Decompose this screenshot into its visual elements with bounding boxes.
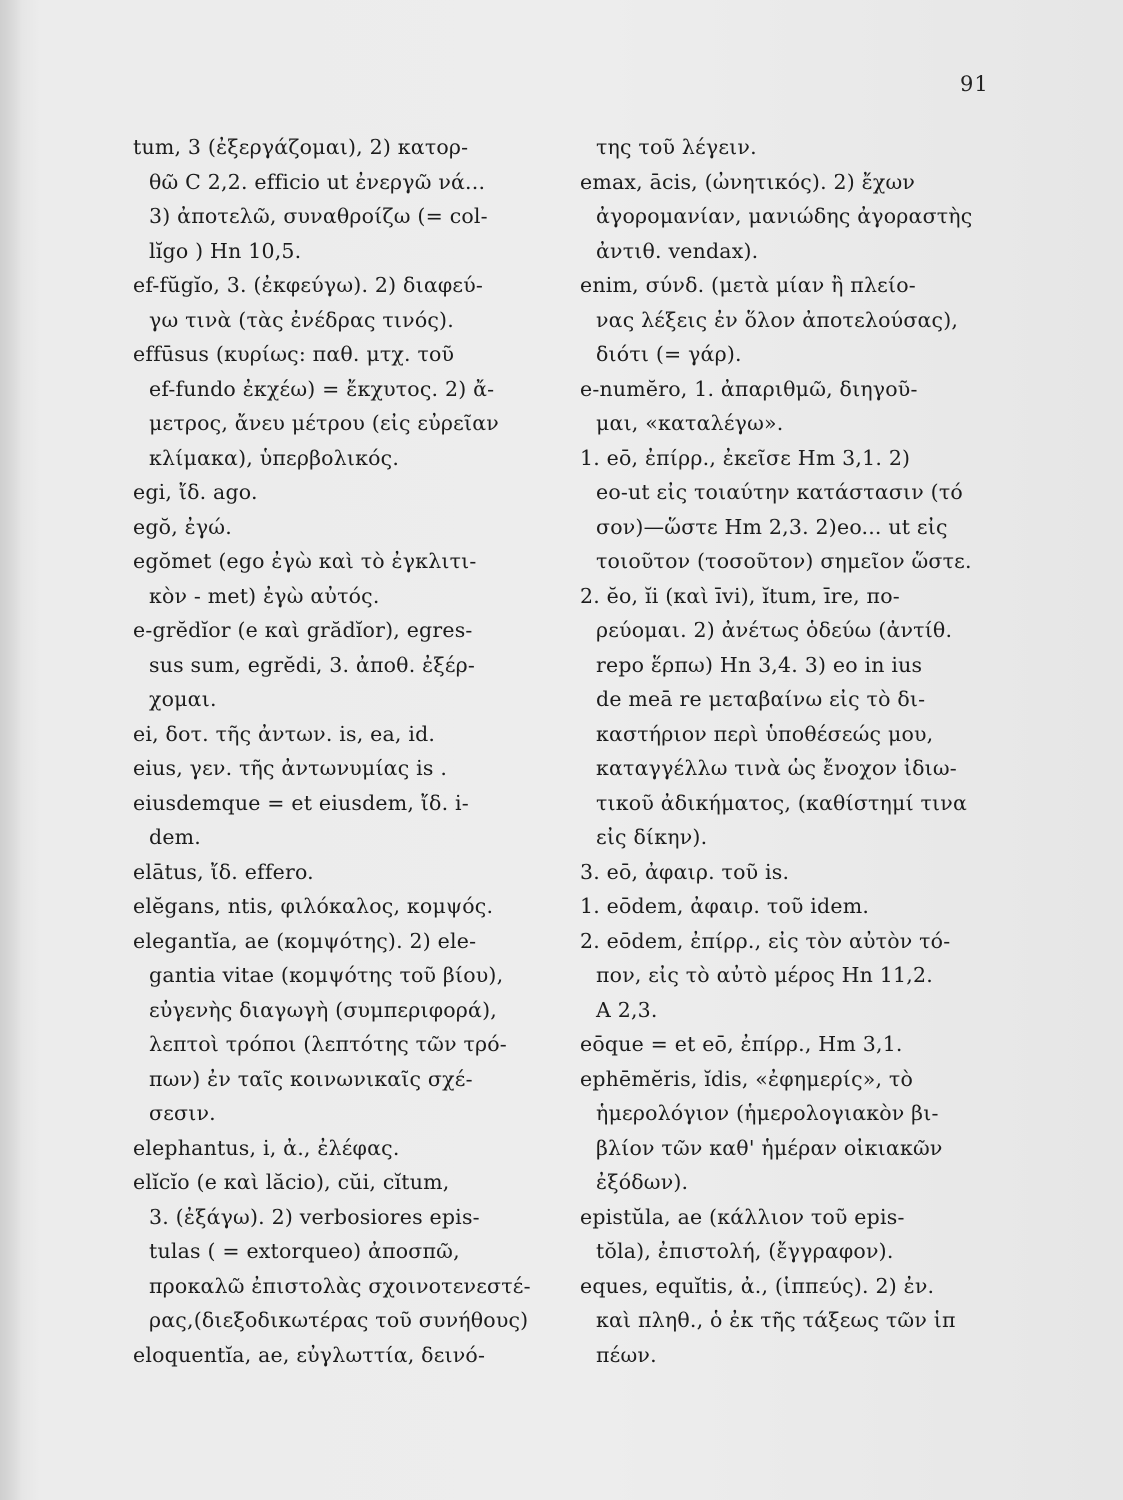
- right-column: [580, 130, 1030, 1372]
- text-line: de meā re μεταβαίνω εἰς τὸ δι-: [596, 687, 926, 711]
- text-line: ρεύομαι. 2) ἀνέτως ὁδεύω (ἀντίθ.: [596, 618, 953, 642]
- text-line: 1. eōdem, ἀφαιρ. τοῦ idem.: [580, 894, 870, 918]
- text-line: ἀντιθ. vendax).: [596, 238, 759, 263]
- text-line: θῶ C 2,2. efficio ut ἐνεργῶ νά...: [149, 169, 486, 194]
- text-line: νας λέξεις ἐν ὅλον ἀποτελούσας),: [596, 307, 959, 332]
- text-line: eōque = et eō, ἐπίρρ., Hm 3,1.: [580, 1032, 903, 1056]
- text-line: 1. eō, ἐπίρρ., ἐκεῖσε Hm 3,1. 2): [580, 445, 911, 470]
- text-line: tulas ( = extorqueo) ἀποσπῶ,: [149, 1239, 460, 1263]
- text-line: elātus, ἴδ. effero.: [133, 859, 314, 884]
- text-line: χομαι.: [149, 687, 217, 711]
- text-line: eques, equĭtis, ἀ., (ἱππεύς). 2) ἐν.: [580, 1273, 935, 1298]
- text-line: eius, γεν. τῆς ἀντωνυμίας is .: [133, 756, 448, 780]
- text-line: 2. ĕo, ĭi (καὶ īvi), ĭtum, īre, πο-: [580, 583, 900, 608]
- text-line: A 2,3.: [596, 997, 658, 1022]
- text-line: effūsus (κυρίως: παθ. μτχ. τοῦ: [133, 342, 455, 366]
- text-line: σεσιν.: [149, 1101, 216, 1125]
- page-binding-shadow: [0, 0, 22, 1500]
- text-line: γω τινὰ (τὰς ἐνέδρας τινός).: [149, 307, 454, 332]
- text-line: 3. eō, ἀφαιρ. τοῦ is.: [580, 859, 790, 884]
- text-line: elĕgans, ntis, φιλόκαλος, κομψός.: [133, 894, 494, 918]
- text-line: κὸν - met) ἐγὼ αὐτός.: [149, 583, 380, 608]
- text-line: της τοῦ λέγειν.: [596, 135, 757, 159]
- text-line: ρας,(διεξοδικωτέρας τοῦ συνήθους): [149, 1308, 529, 1332]
- text-line: elephantus, i, ἀ., ἐλέφας.: [133, 1135, 400, 1160]
- left-column: [133, 130, 583, 1372]
- text-line: λεπτοὶ τρόποι (λεπτότης τῶν τρό-: [149, 1032, 507, 1056]
- text-line: ἡμερολόγιον (ἡμερολογιακὸν βι-: [596, 1101, 939, 1125]
- text-line: epistŭla, ae (κάλλιον τοῦ epis-: [580, 1204, 905, 1229]
- text-line: 3. (ἐξάγω). 2) verbosiores epis-: [149, 1204, 480, 1229]
- text-line: eo-ut εἰς τοιαύτην κατάστασιν (τό: [596, 480, 963, 504]
- text-line: πον, εἰς τὸ αὐτὸ μέρος Hn 11,2.: [596, 963, 933, 987]
- text-line: ef-fundo ἐκχέω) = ἔκχυτος. 2) ἄ-: [149, 376, 495, 401]
- text-line: μαι, «καταλέγω».: [596, 411, 784, 435]
- text-line: emax, ācis, (ὠνητικός). 2) ἔχων: [580, 169, 916, 194]
- text-line: προκαλῶ ἐπιστολὰς σχοινοτενεστέ-: [149, 1273, 531, 1298]
- text-line: elegantĭa, ae (κομψότης). 2) ele-: [133, 928, 477, 953]
- text-line: tŏla), ἐπιστολή, (ἔγγραφον).: [596, 1239, 894, 1263]
- text-line: eloquentĭa, ae, εὐγλωττία, δεινό-: [133, 1342, 486, 1367]
- text-line: egŏ, ἐγώ.: [133, 514, 232, 539]
- text-line: gantia vitae (κομψότης τοῦ βίου),: [149, 963, 504, 987]
- page-number: 91: [960, 72, 989, 96]
- text-line: καταγγέλλω τινὰ ὡς ἔνοχον ἰδιω-: [596, 756, 957, 780]
- text-line: μετρος, ἄνευ μέτρου (εἰς εὐρεῖαν: [149, 411, 499, 435]
- text-line: κλίμακα), ὑπερβολικός.: [149, 445, 400, 470]
- text-line: egŏmet (ego ἐγὼ καὶ τὸ ἐγκλιτι-: [133, 549, 477, 573]
- text-line: ei, δοτ. τῆς ἀντων. is, ea, id.: [133, 721, 436, 746]
- text-line: εἰς δίκην).: [596, 825, 708, 849]
- text-line: sus sum, egrĕdi, 3. ἀποθ. ἐξέρ-: [149, 652, 476, 677]
- text-line: eiusdemque = et eiusdem, ἴδ. i-: [133, 790, 469, 815]
- text-line: πέων.: [596, 1342, 657, 1367]
- text-line: tum, 3 (ἐξεργάζομαι), 2) κατορ-: [133, 135, 469, 159]
- text-line: 3) ἀποτελῶ, συναθροίζω (= col-: [149, 204, 488, 228]
- text-line: εὐγενὴς διαγωγὴ (συμπεριφορά),: [149, 997, 498, 1022]
- text-line: πων) ἐν ταῖς κοινωνικαῖς σχέ-: [149, 1066, 473, 1091]
- text-line: e-grĕdĭor (e καὶ grădĭor), egres-: [133, 618, 473, 642]
- text-line: ef-fŭgĭo, 3. (ἐκφεύγω). 2) διαφεύ-: [133, 273, 484, 297]
- text-line: ἀγορομανίαν, μανιώδης ἀγοραστὴς: [596, 204, 973, 228]
- text-line: egi, ἴδ. ago.: [133, 480, 258, 504]
- text-line: βλίον τῶν καθ' ἡμέραν οἰκιακῶν: [596, 1135, 943, 1160]
- text-line: elĭcĭo (e καὶ lăcio), cŭi, cĭtum,: [133, 1170, 450, 1194]
- text-line: ἐξόδων).: [596, 1170, 689, 1194]
- text-line: lĭgo ) Hn 10,5.: [149, 238, 302, 263]
- text-line: τοιοῦτον (τοσοῦτον) σημεῖον ὥστε.: [596, 549, 972, 573]
- text-line: dem.: [149, 825, 202, 849]
- text-line: τικοῦ ἀδικήματος, (καθίστημί τινα: [596, 790, 968, 815]
- text-line: e-numĕro, 1. ἀπαριθμῶ, διηγοῦ-: [580, 376, 918, 401]
- text-line: repo ἕρπω) Hn 3,4. 3) eo in ius: [596, 652, 923, 677]
- text-line: καὶ πληθ., ὁ ἐκ τῆς τάξεως τῶν ἱπ: [596, 1308, 956, 1332]
- text-line: enim, σύνδ. (μετὰ μίαν ἢ πλείο-: [580, 273, 916, 297]
- text-line: 2. eōdem, ἐπίρρ., εἰς τὸν αὐτὸν τό-: [580, 928, 951, 953]
- text-line: διότι (= γάρ).: [596, 342, 742, 366]
- text-line: σον)—ὥστε Hm 2,3. 2)eo... ut εἰς: [596, 514, 948, 539]
- text-line: καστήριον περὶ ὑποθέσεώς μου,: [596, 721, 934, 746]
- text-line: ephēmĕris, ĭdis, «ἐφημερίς», τὸ: [580, 1066, 914, 1091]
